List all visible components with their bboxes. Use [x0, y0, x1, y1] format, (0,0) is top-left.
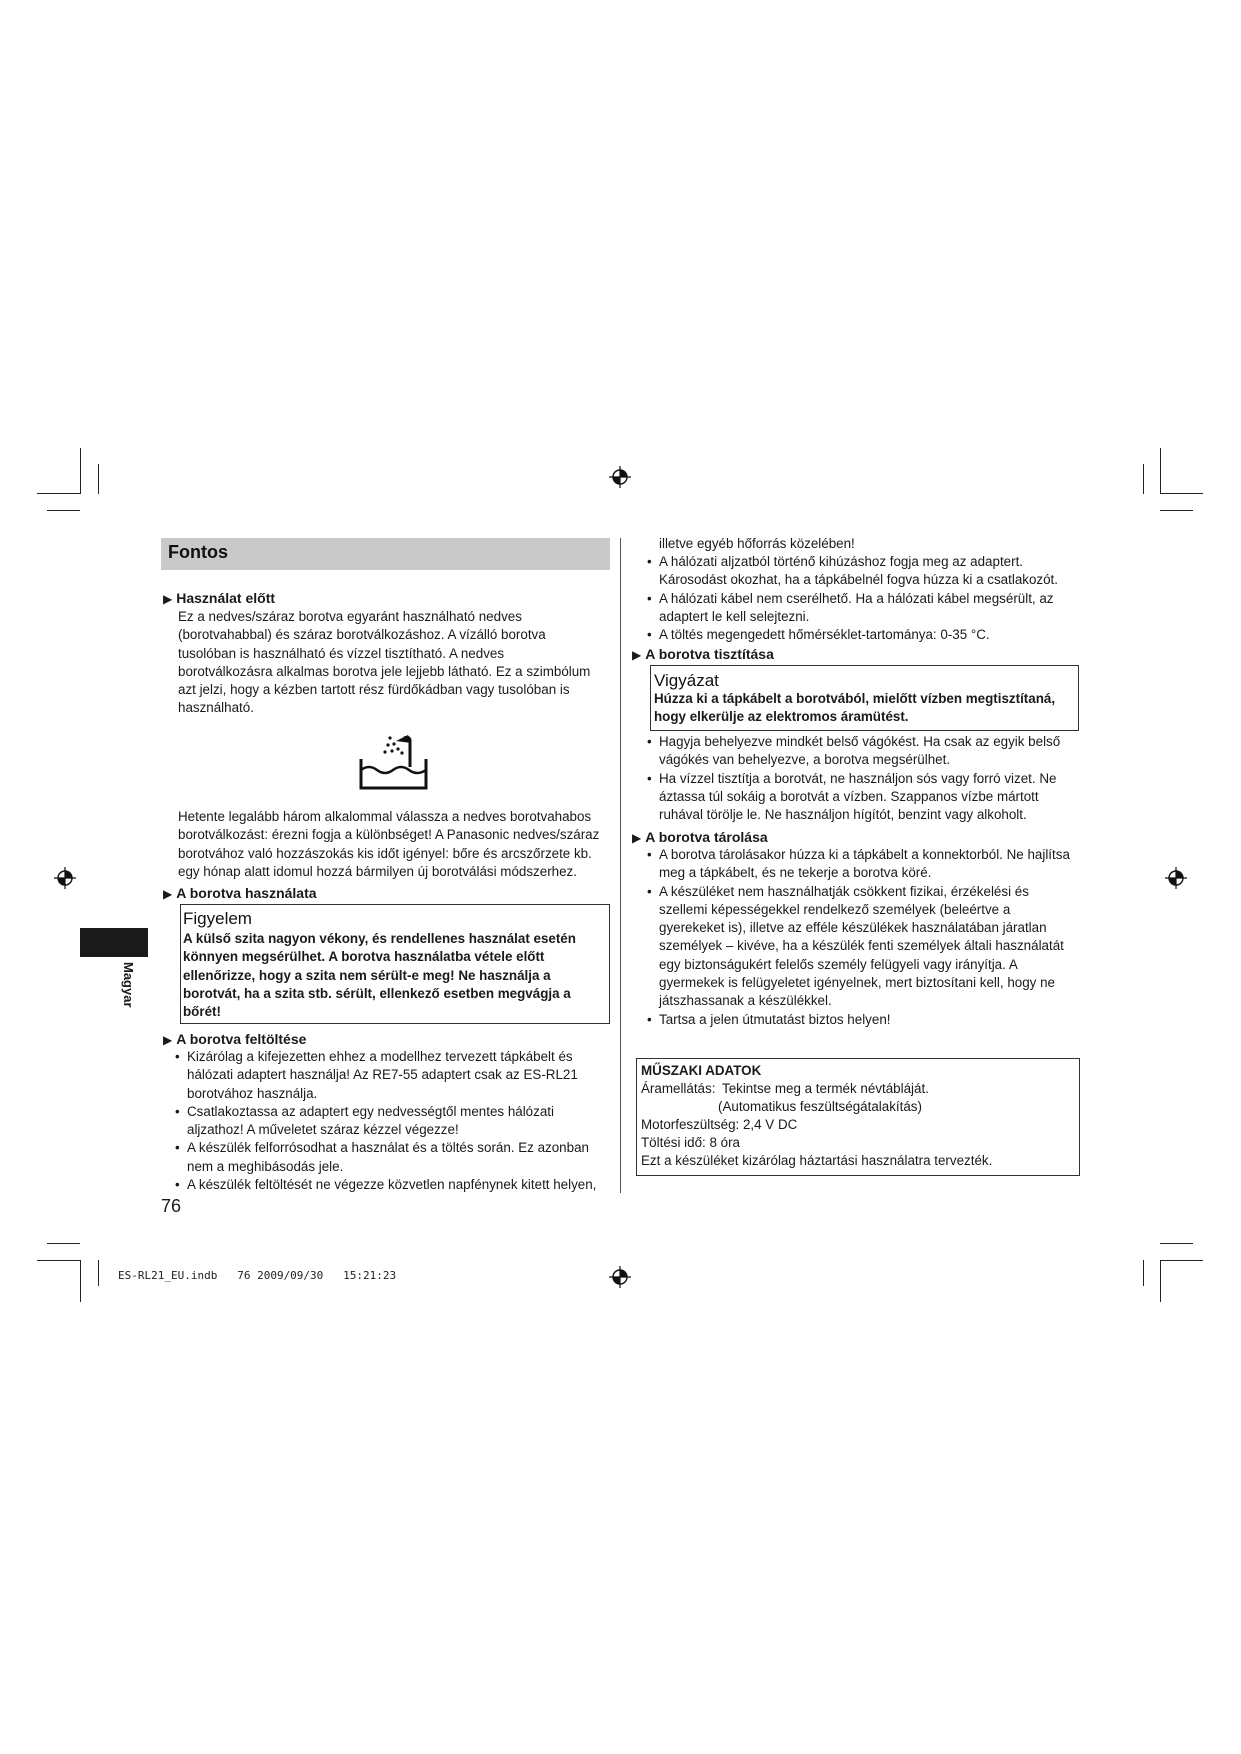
list-item: • Hagyja behelyezve mindkét belső vágókést. Ha csak az egyik belső vágókés van behelyezve, a borotva megsérülhet.	[647, 733, 1060, 770]
warning-text: A külső szita nagyon vékony, és rendellenes használat esetén könnyen megsérülhet. A borotva használatba vétele előtt ellenőrizze, hogy a szita nem sérült-e meg! Ne használja a borotvát, ha a szita stb. sérült, ellenkező esetben megvágja a bőrét!	[183, 931, 576, 1020]
specs-charge: Töltési idő: 8 óra	[641, 1135, 740, 1150]
page-number: 76	[161, 1196, 182, 1216]
list-item: • Csatlakoztassa az adaptert egy nedvességtől mentes hálózati aljzathoz! A műveletet száraz kézzel végezze!	[175, 1103, 596, 1140]
subheading-hasznalat-elott: ▶ Használat előtt	[163, 590, 276, 606]
registration-mark-icon	[54, 867, 76, 889]
paragraph-hasznalat-elott: Ez a nedves/száraz borotva egyaránt használható nedves (borotvahabbal) és száraz borotválkozáshoz. A vízálló borotva tusolóban is használható és vízzel tisztítható. A nedves borotválkozásra alkalmas borotva jele lejjebb látható. Ez a szimbólum azt jelzi, hogy a kézben tartott rész fürdőkádban vagy tusolóban is használható.	[178, 609, 591, 716]
paragraph-nedves-borotvalkozas: Hetente legalább három alkalommal válassza a nedves borotvahabos borotválkozást: érezni fogja a különbséget! A Panasonic nedves/száraz borotvához való hozzászokás kis időt igényel: bőre és arcszőrzete kb. egy hónap alatt idomul hozzá bármilyen új borotválási módszerhez.	[178, 809, 600, 879]
registration-mark-icon	[1165, 867, 1187, 889]
caution-text: Húzza ki a tápkábelt a borotvából, mielőtt vízben megtisztítaná, hogy elkerülje az elektromos áramütést.	[654, 691, 1056, 725]
crop-mark	[1160, 1260, 1203, 1261]
crop-mark	[1160, 510, 1193, 511]
crop-mark	[98, 464, 99, 494]
shower-bath-icon	[358, 733, 430, 791]
caution-box	[650, 665, 1079, 731]
specs-power-value: Tekintse meg a termék névtábláját.	[722, 1081, 929, 1096]
list-item: • A töltés megengedett hőmérséklet-tartománya: 0-35 °C.	[647, 626, 1058, 644]
crop-mark	[37, 1260, 80, 1261]
list-item: • A készülék feltöltését ne végezze közvetlen napfénynek kitett helyen,	[175, 1176, 596, 1194]
list-item: • A készülék felforrósodhat a használat és a töltés során. Ez azonban nem a meghibásodás jele.	[175, 1139, 596, 1176]
crop-mark	[1160, 448, 1161, 494]
crop-mark	[80, 448, 81, 494]
triangle-bullet-icon: ▶	[163, 592, 173, 606]
section-title: Fontos	[168, 542, 228, 562]
crop-mark	[47, 1243, 80, 1244]
crop-mark	[1160, 1243, 1193, 1244]
warning-box	[180, 904, 610, 1024]
specs-motor: Motorfeszültség: 2,4 V DC	[641, 1117, 798, 1132]
crop-mark	[1160, 1260, 1161, 1302]
crop-mark	[37, 493, 80, 494]
language-label: Magyar	[121, 962, 136, 1008]
crop-mark	[1143, 1260, 1144, 1286]
specs-power-label: Áramellátás:	[641, 1081, 716, 1096]
specs-household: Ezt a készüléket kizárólag háztartási használatra tervezték.	[641, 1153, 993, 1168]
list-item: • A készüléket nem használhatják csökkent fizikai, érzékelési és szellemi képességekkel rendelkező személyek (beleértve a gyerekeket is), illetve az efféle készülékek használatában járatlan személyek – kivéve, ha a készülék fenti személyek általi használatát egy biztonságukért felelős személy felügyeli vagy irányítja. A gyermekek is felügyeletet igényelnek, mert biztosítani kell, hogy ne játszhassanak a készülékkel.	[647, 883, 1070, 1011]
list-item: • Tartsa a jelen útmutatást biztos helyen!	[647, 1011, 1070, 1029]
subheading-hasznalata: ▶ A borotva használata	[163, 885, 317, 901]
list-item: • A borotva tárolásakor húzza ki a tápkábelt a konnektorból. Ne hajlítsa meg a tápkábelt, és ne tekerje a borotva köré.	[647, 846, 1070, 883]
list-feltoltese	[175, 1048, 596, 1194]
continued-line: illetve egyéb hőforrás közelében!	[659, 536, 855, 551]
triangle-bullet-icon: ▶	[632, 648, 642, 662]
crop-mark	[1143, 464, 1144, 494]
specs-box	[636, 1058, 1080, 1176]
list-item: • Kizárólag a kifejezetten ehhez a modellhez tervezett tápkábelt és hálózati adaptert használja! Az RE7-55 adaptert csak az ES-RL21 borotvához használja.	[175, 1048, 596, 1103]
triangle-bullet-icon: ▶	[632, 831, 642, 845]
list-item: • A hálózati aljzatból történő kihúzáshoz fogja meg az adaptert. Károsodást okozhat, ha a tápkábelnél fogva húzza ki a csatlakozót.	[647, 553, 1058, 590]
caution-title: Vigyázat	[654, 671, 719, 690]
subheading-feltoltese: ▶ A borotva feltöltése	[163, 1031, 307, 1047]
specs-power-note: (Automatikus feszültségátalakítás)	[718, 1099, 922, 1114]
crop-mark	[98, 1260, 99, 1286]
subheading-tarolasa: ▶ A borotva tárolása	[632, 829, 768, 845]
triangle-bullet-icon: ▶	[163, 1033, 173, 1047]
list-feltoltese-cont	[647, 553, 1058, 644]
list-tarolasa	[647, 846, 1070, 1029]
section-heading-bar	[161, 538, 610, 570]
warning-title: Figyelem	[183, 909, 252, 928]
subheading-tisztitasa: ▶ A borotva tisztítása	[632, 646, 774, 662]
list-item: • Ha vízzel tisztítja a borotvát, ne használjon sós vagy forró vizet. Ne áztassa túl sokáig a borotvát a vízben. Szappanos vízbe mártott ruhával törölje le. Ne használjon hígítót, benzint vagy alkoholt.	[647, 770, 1060, 825]
specs-title: MŰSZAKI ADATOK	[641, 1063, 762, 1078]
registration-mark-icon	[609, 1266, 631, 1288]
list-tisztitasa	[647, 733, 1060, 824]
print-footer: ES-RL21_EU.indb 76 2009/09/30 15:21:23	[118, 1269, 397, 1282]
list-item: • A hálózati kábel nem cserélhető. Ha a hálózati kábel megsérült, az adaptert le kell selejtezni.	[647, 590, 1058, 627]
registration-mark-icon	[609, 466, 631, 488]
triangle-bullet-icon: ▶	[163, 887, 173, 901]
column-divider	[620, 538, 621, 1193]
crop-mark	[1160, 493, 1203, 494]
crop-mark	[47, 510, 80, 511]
crop-mark	[80, 1260, 81, 1302]
language-tab	[80, 928, 148, 957]
